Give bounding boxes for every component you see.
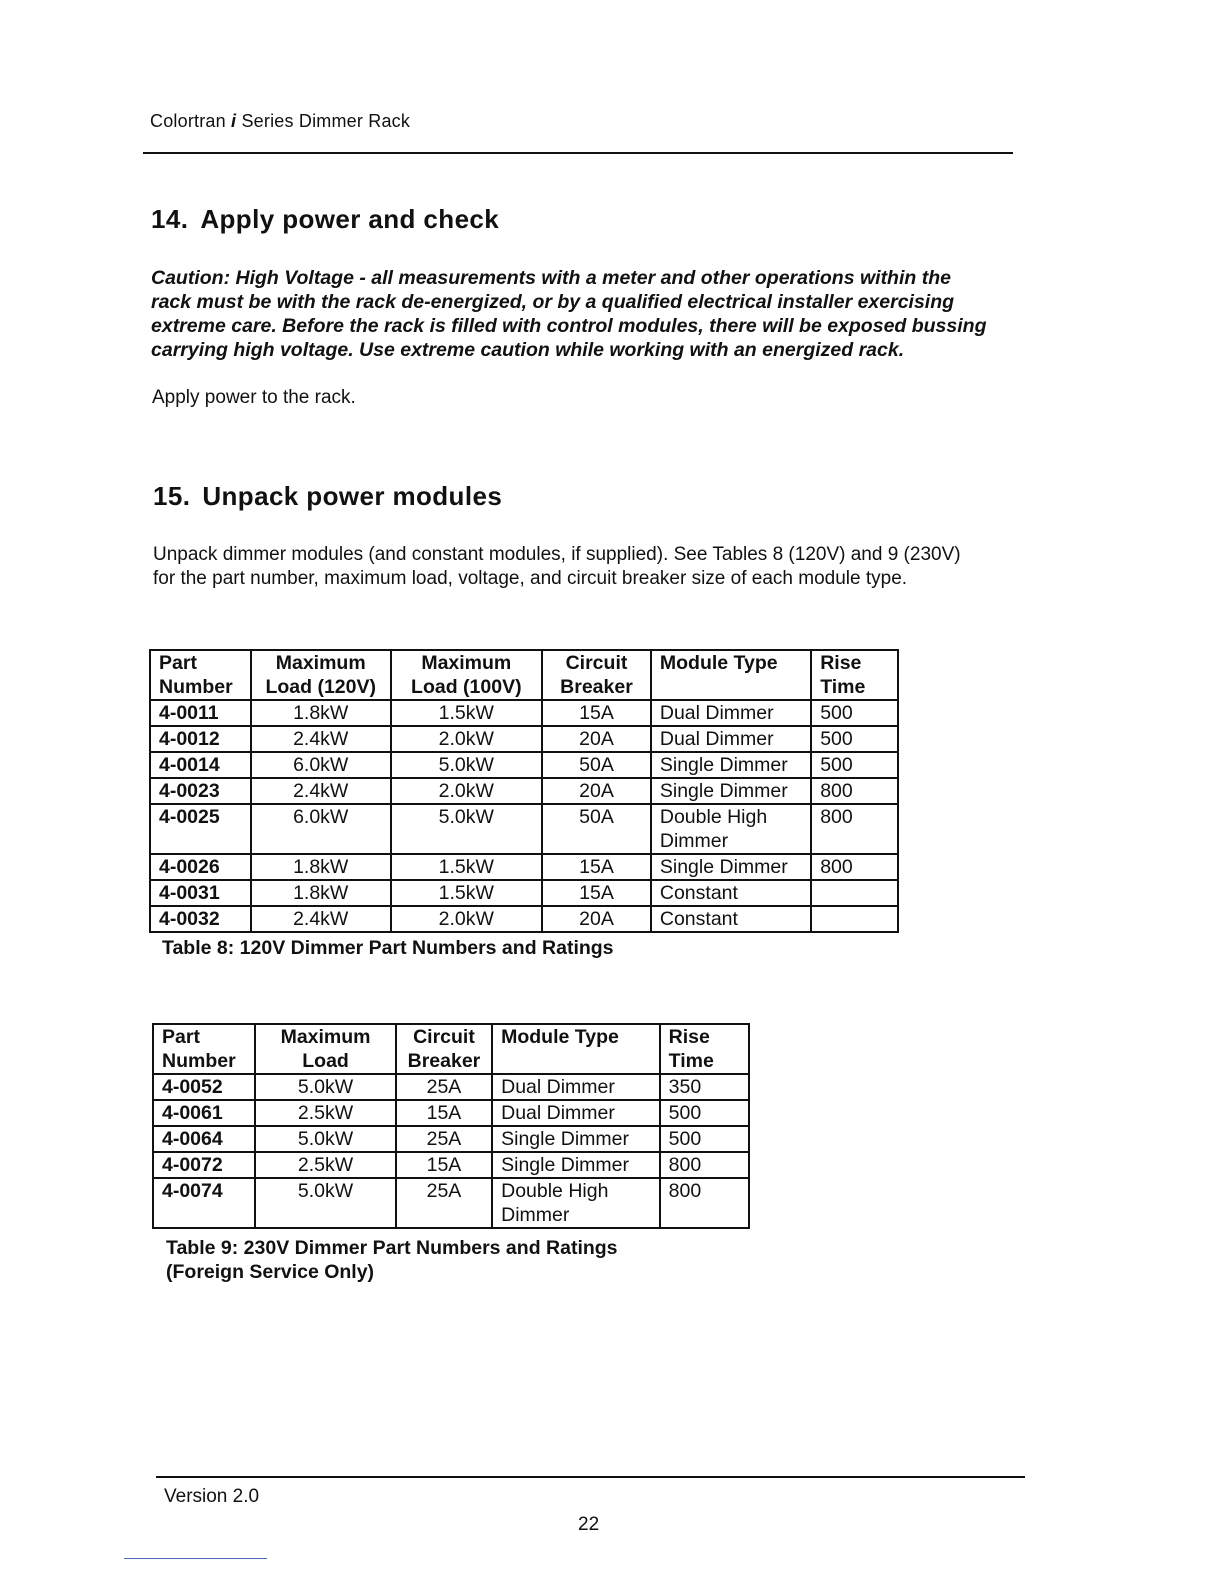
table-9-header-rise: Rise Time xyxy=(660,1024,749,1074)
running-header xyxy=(150,111,410,132)
section-14-body xyxy=(152,386,356,410)
section-14-heading xyxy=(151,204,499,235)
table-row xyxy=(153,1152,749,1178)
breaker-cell: 50A xyxy=(542,752,651,778)
table-9-header-load: Maximum Load xyxy=(255,1024,395,1074)
table-row xyxy=(153,1074,749,1100)
load-cell: 1.5kW xyxy=(391,854,543,880)
section-15-body xyxy=(153,543,961,591)
part-number-cell: 4-0026 xyxy=(150,854,251,880)
part-number-cell: 4-0014 xyxy=(150,752,251,778)
table-9-header-part: Part Number xyxy=(153,1024,255,1074)
header-series-letter: i xyxy=(231,111,237,131)
breaker-cell: 20A xyxy=(542,778,651,804)
table-row xyxy=(153,1100,749,1126)
section-15-heading xyxy=(153,481,502,512)
part-number-cell: 4-0072 xyxy=(153,1152,255,1178)
table-9-caption-line: Table 9: 230V Dimmer Part Numbers and Ratings xyxy=(166,1237,618,1259)
module-type-cell: Dual Dimmer xyxy=(492,1074,660,1100)
breaker-cell: 15A xyxy=(396,1152,492,1178)
caution-line: Caution: High Voltage - all measurements with a meter and other operations within the xyxy=(151,267,951,289)
table-row xyxy=(150,906,898,932)
caution-line: carrying high voltage. Use extreme caution while working with an energized rack. xyxy=(151,339,905,361)
load-cell: 5.0kW xyxy=(391,752,543,778)
breaker-cell: 15A xyxy=(542,880,651,906)
section-14-number: 14. xyxy=(151,204,189,234)
rise-time-cell: 800 xyxy=(660,1152,749,1178)
breaker-cell: 25A xyxy=(396,1178,492,1228)
part-number-cell: 4-0023 xyxy=(150,778,251,804)
part-number-cell: 4-0032 xyxy=(150,906,251,932)
module-type-cell: Single Dimmer xyxy=(651,752,811,778)
module-type-cell: Constant xyxy=(651,906,811,932)
table-row xyxy=(150,804,898,854)
section-15-body-line: Unpack dimmer modules (and constant modules, if supplied). See Tables 8 (120V) and 9 (230V) xyxy=(153,544,961,565)
module-type-cell: Single Dimmer xyxy=(492,1126,660,1152)
table-9-caption xyxy=(166,1236,618,1284)
breaker-cell: 15A xyxy=(542,700,651,726)
footer-version: Version 2.0 xyxy=(164,1486,260,1507)
caution-block xyxy=(151,266,1021,362)
table-row xyxy=(153,1126,749,1152)
rise-time-cell: 500 xyxy=(660,1100,749,1126)
table-9 xyxy=(152,1023,750,1229)
load-cell: 1.8kW xyxy=(251,880,391,906)
table-row xyxy=(153,1178,749,1228)
table-8 xyxy=(149,649,899,933)
section-14-title: Apply power and check xyxy=(200,204,500,234)
module-type-cell: Constant xyxy=(651,880,811,906)
load-cell: 2.0kW xyxy=(391,778,543,804)
header-brand: Colortran xyxy=(150,111,226,131)
module-type-cell: Single Dimmer xyxy=(651,854,811,880)
part-number-cell: 4-0011 xyxy=(150,700,251,726)
section-14-body-text: Apply power to the rack. xyxy=(152,387,356,408)
table-8-header-part: Part Number xyxy=(150,650,251,700)
table-8-header-load100: Maximum Load (100V) xyxy=(391,650,543,700)
load-cell: 2.0kW xyxy=(391,726,543,752)
load-cell: 1.5kW xyxy=(391,880,543,906)
rise-time-cell: 350 xyxy=(660,1074,749,1100)
rise-time-cell: 500 xyxy=(660,1126,749,1152)
table-row xyxy=(150,778,898,804)
breaker-cell: 20A xyxy=(542,726,651,752)
table-9-caption-line: (Foreign Service Only) xyxy=(166,1261,375,1283)
section-15-number: 15. xyxy=(153,481,191,511)
table-8-header-load120: Maximum Load (120V) xyxy=(251,650,391,700)
footer-rule xyxy=(156,1476,1025,1478)
rise-time-cell: 800 xyxy=(811,854,898,880)
table-9-header-type: Module Type xyxy=(492,1024,660,1074)
page-number: 22 xyxy=(578,1514,600,1535)
table-8-caption-text: Table 8: 120V Dimmer Part Numbers and Ratings xyxy=(162,937,614,959)
module-type-cell: Double High Dimmer xyxy=(651,804,811,854)
table-9-header-breaker: Circuit Breaker xyxy=(396,1024,492,1074)
module-type-cell: Dual Dimmer xyxy=(651,726,811,752)
module-type-cell: Double High Dimmer xyxy=(492,1178,660,1228)
part-number-cell: 4-0012 xyxy=(150,726,251,752)
breaker-cell: 25A xyxy=(396,1126,492,1152)
load-cell: 1.5kW xyxy=(391,700,543,726)
rise-time-cell: 800 xyxy=(811,778,898,804)
table-8-header-type: Module Type xyxy=(651,650,811,700)
breaker-cell: 15A xyxy=(542,854,651,880)
table-9-header-row xyxy=(153,1024,749,1074)
table-row xyxy=(150,726,898,752)
load-cell: 2.5kW xyxy=(255,1100,395,1126)
rise-time-cell xyxy=(811,880,898,906)
module-type-cell: Single Dimmer xyxy=(492,1152,660,1178)
part-number-cell: 4-0061 xyxy=(153,1100,255,1126)
module-type-cell: Dual Dimmer xyxy=(492,1100,660,1126)
load-cell: 5.0kW xyxy=(255,1074,395,1100)
rise-time-cell: 800 xyxy=(660,1178,749,1228)
header-rule xyxy=(143,152,1013,154)
table-8-header-breaker: Circuit Breaker xyxy=(542,650,651,700)
table-8-header-rise: Rise Time xyxy=(811,650,898,700)
load-cell: 5.0kW xyxy=(255,1126,395,1152)
part-number-cell: 4-0052 xyxy=(153,1074,255,1100)
section-15-title: Unpack power modules xyxy=(202,481,503,511)
breaker-cell: 50A xyxy=(542,804,651,854)
table-row xyxy=(150,752,898,778)
load-cell: 2.0kW xyxy=(391,906,543,932)
table-8-caption xyxy=(162,936,614,960)
part-number-cell: 4-0074 xyxy=(153,1178,255,1228)
table-8-header-row xyxy=(150,650,898,700)
module-type-cell: Dual Dimmer xyxy=(651,700,811,726)
load-cell: 2.5kW xyxy=(255,1152,395,1178)
load-cell: 2.4kW xyxy=(251,906,391,932)
breaker-cell: 15A xyxy=(396,1100,492,1126)
rise-time-cell: 800 xyxy=(811,804,898,854)
part-number-cell: 4-0064 xyxy=(153,1126,255,1152)
load-cell: 6.0kW xyxy=(251,752,391,778)
load-cell: 1.8kW xyxy=(251,854,391,880)
module-type-cell: Single Dimmer xyxy=(651,778,811,804)
load-cell: 2.4kW xyxy=(251,778,391,804)
load-cell: 5.0kW xyxy=(391,804,543,854)
rise-time-cell xyxy=(811,906,898,932)
rise-time-cell: 500 xyxy=(811,726,898,752)
part-number-cell: 4-0031 xyxy=(150,880,251,906)
table-row xyxy=(150,880,898,906)
section-15-body-line: for the part number, maximum load, voltage, and circuit breaker size of each module type. xyxy=(153,568,908,589)
load-cell: 5.0kW xyxy=(255,1178,395,1228)
caution-line: extreme care. Before the rack is filled with control modules, there will be exposed bussing xyxy=(151,315,987,337)
rise-time-cell: 500 xyxy=(811,700,898,726)
load-cell: 6.0kW xyxy=(251,804,391,854)
breaker-cell: 25A xyxy=(396,1074,492,1100)
scan-edge-line xyxy=(124,1558,267,1559)
rise-time-cell: 500 xyxy=(811,752,898,778)
part-number-cell: 4-0025 xyxy=(150,804,251,854)
header-title-rest: Series Dimmer Rack xyxy=(241,111,411,131)
load-cell: 1.8kW xyxy=(251,700,391,726)
table-row xyxy=(150,700,898,726)
load-cell: 2.4kW xyxy=(251,726,391,752)
caution-line: rack must be with the rack de-energized, or by a qualified electrical installer exercising xyxy=(151,291,955,313)
table-row xyxy=(150,854,898,880)
breaker-cell: 20A xyxy=(542,906,651,932)
